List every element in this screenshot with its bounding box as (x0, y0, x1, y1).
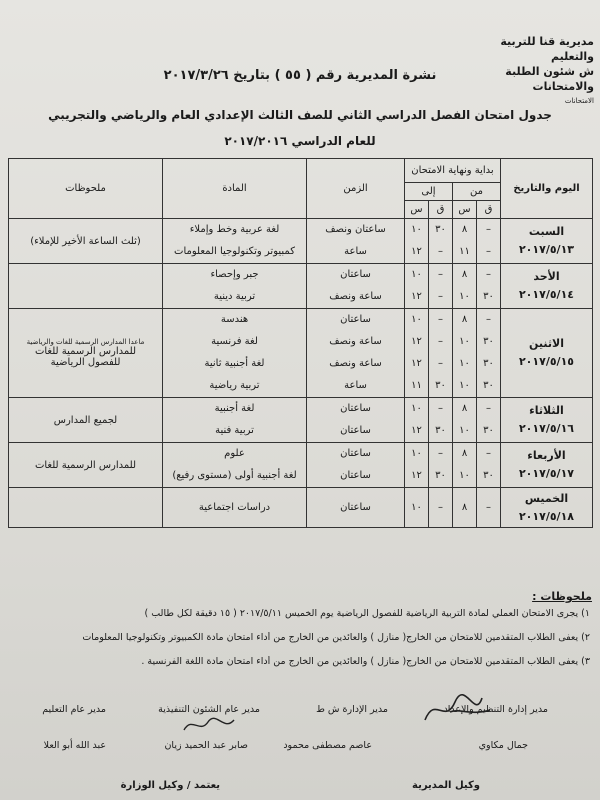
from-hours-value: ١٠ (459, 358, 470, 369)
duration-value: ساعتان (340, 501, 371, 513)
to-hours-value: ١٢ (411, 246, 422, 257)
to-hours-cell (405, 443, 429, 488)
signature-scribble-icon (180, 712, 240, 738)
table-row (9, 219, 593, 264)
to-minutes-value: – (438, 291, 443, 302)
signature-title: مدير عام الشئون التنفيذية (158, 704, 260, 715)
to-hours-value: ١٢ (411, 336, 422, 347)
duration-cell (307, 219, 405, 264)
duration-value: ساعتان ونصف (325, 224, 386, 235)
to-minutes-cell (429, 443, 453, 488)
remarks-cell (9, 219, 163, 264)
signature-name: صابر عبد الحميد زيان (164, 740, 248, 751)
from-hours-value: ١١ (459, 246, 470, 257)
day-date-cell (501, 264, 593, 309)
org-line-2: ش شئون الطلبة والامتحانات (505, 65, 594, 93)
note-item: ٣) يعفى الطلاب المتقدمين للامتحان من الخارج( منازل ) والعائدين من الخارج من أداء امتحان مادة اللغة الفرنسية . (141, 656, 590, 667)
from-minutes-value: ٣٠ (483, 358, 494, 369)
from-hours-cell (453, 219, 477, 264)
to-hours-cell (405, 219, 429, 264)
signature-scribble-icon (420, 690, 500, 730)
subject-cell (163, 309, 307, 398)
header-start-end: بداية ونهاية الامتحان (405, 159, 501, 183)
remark-text: لجميع المدارس (53, 414, 118, 426)
from-hours-cell (453, 488, 477, 528)
from-hours-value: ٨ (461, 269, 468, 280)
to-minutes-value: – (438, 358, 443, 369)
remarks-cell (9, 264, 163, 309)
exam-date: ٢٠١٧/٥/١٣ (518, 243, 575, 256)
from-minutes-value: – (486, 314, 491, 325)
duration-value: ساعتان (340, 314, 371, 325)
to-minutes-value: – (438, 314, 443, 325)
header-remarks: ملحوظات (9, 159, 163, 219)
from-minutes-value: ٣٠ (483, 336, 494, 347)
from-minutes-cell (477, 309, 501, 398)
signature-name: جمال مكاوي (478, 740, 528, 751)
duration-value: ساعة ونصف (329, 291, 382, 302)
subject-cell (163, 398, 307, 443)
to-hours-cell (405, 309, 429, 398)
duration-cell (307, 398, 405, 443)
header-to-hours: س (405, 201, 429, 219)
org-line-1: مديرية قنا للتربية والتعليم (500, 35, 594, 63)
to-minutes-cell (429, 219, 453, 264)
from-hours-value: ١٠ (459, 470, 470, 481)
table-row (9, 443, 593, 488)
table-row (9, 309, 593, 398)
to-minutes-cell (429, 264, 453, 309)
subject-value: لغة أجنبية ثانية (204, 358, 265, 369)
day-date-cell (501, 398, 593, 443)
subject-value: تربية دينية (213, 291, 256, 302)
org-small-line: الامتحانات (564, 97, 594, 105)
to-minutes-value: ٣٠ (435, 380, 446, 391)
header-subject: المادة (163, 159, 307, 219)
exam-schedule-table (8, 158, 593, 528)
bulletin-title: نشرة المديرية رقم ( ٥٥ ) بتاريخ ٢٠١٧/٣/٢٦ (163, 68, 437, 83)
to-minutes-value: – (438, 336, 443, 347)
duration-value: ساعتان (340, 403, 371, 414)
subject-value: دراسات اجتماعية (198, 501, 271, 513)
duration-value: ساعة ونصف (329, 358, 382, 369)
from-hours-value: ١٠ (459, 291, 470, 302)
note-item: ٢) يعفى الطلاب المتقدمين للامتحان من الخارج( منازل ) والعائدين من الخارج من أداء امتحان مادة الكمبيوتر وتكنولوجيا المعلومات (82, 632, 590, 643)
duration-value: ساعة (344, 246, 367, 257)
footer-approval-right: وكيل المديرية (412, 780, 480, 791)
to-minutes-value: – (438, 246, 443, 257)
to-hours-value: ١٢ (411, 470, 422, 481)
to-hours-value: ١٢ (411, 425, 422, 436)
duration-cell (307, 264, 405, 309)
to-minutes-cell (429, 398, 453, 443)
from-minutes-value: – (486, 246, 491, 257)
subject-value: تربية فنية (215, 425, 254, 436)
from-hours-value: ١٠ (459, 425, 470, 436)
from-hours-value: ٨ (461, 501, 468, 513)
remark-text: للمدارس الرسمية للغات (34, 459, 137, 471)
to-hours-value: ١٠ (411, 224, 422, 235)
from-minutes-value: – (486, 501, 491, 513)
day-name: الأربعاء (527, 449, 566, 462)
subject-cell (163, 264, 307, 309)
signature-title: مدير إدارة التنظيم والإعداد (443, 704, 548, 715)
subject-value: لغة عربية وخط وإملاء (189, 224, 280, 235)
day-name: الاثنين (529, 337, 564, 350)
exam-date: ٢٠١٧/٥/١٧ (518, 467, 575, 480)
to-hours-value: ١٠ (411, 269, 422, 280)
from-hours-value: ١٠ (459, 336, 470, 347)
header-day-date: اليوم والتاريخ (501, 159, 593, 219)
to-hours-cell (405, 488, 429, 528)
subject-cell (163, 219, 307, 264)
header-to-minutes: ق (429, 201, 453, 219)
subject-cell (163, 488, 307, 528)
duration-value: ساعتان (340, 470, 371, 481)
day-date-cell (501, 443, 593, 488)
subject-value: لغة أجنبية أولى (مستوى رفيع) (172, 470, 297, 481)
from-hours-cell (453, 398, 477, 443)
to-hours-value: ١٠ (411, 314, 422, 325)
remark-text-2: للفصول الرياضية (50, 357, 121, 368)
subject-value: كمبيوتر وتكنولوجيا المعلومات (174, 246, 295, 257)
signature-name: عبد الله أبو العلا (43, 740, 106, 751)
to-hours-cell (405, 264, 429, 309)
to-hours-value: ١١ (411, 380, 422, 391)
to-minutes-cell (429, 488, 453, 528)
signature-title: مدير الإدارة ش ط (316, 704, 388, 715)
from-hours-cell (453, 264, 477, 309)
to-minutes-value: – (438, 448, 443, 459)
subject-value: لغة فرنسية (211, 336, 258, 347)
to-hours-value: ١٢ (411, 291, 422, 302)
exam-date: ٢٠١٧/٥/١٥ (518, 355, 575, 368)
from-minutes-value: ٣٠ (483, 470, 494, 481)
day-name: الخميس (524, 491, 569, 505)
subject-value: لغة أجنبية (214, 403, 255, 414)
subject-cell (163, 443, 307, 488)
from-minutes-cell (477, 219, 501, 264)
header-duration: الزمن (307, 159, 405, 219)
remark-text: للمدارس الرسمية للغات (34, 346, 137, 357)
to-minutes-value: – (438, 269, 443, 280)
from-minutes-cell (477, 264, 501, 309)
remarks-cell (9, 309, 163, 398)
day-name: الأحد (533, 270, 560, 283)
subject-value: تربية رياضية (209, 380, 260, 391)
remark-text: (ثلث الساعة الأخير للإملاء) (30, 235, 141, 247)
duration-value: ساعتان (340, 425, 371, 436)
duration-cell (307, 488, 405, 528)
from-minutes-value: ٣٠ (483, 380, 494, 391)
remarks-cell (9, 398, 163, 443)
table-row (9, 264, 593, 309)
from-minutes-cell (477, 398, 501, 443)
from-hours-cell (453, 443, 477, 488)
from-hours-value: ١٠ (459, 380, 470, 391)
duration-value: ساعة (344, 380, 367, 391)
exam-date: ٢٠١٧/٥/١٤ (518, 288, 575, 301)
to-minutes-cell (429, 309, 453, 398)
from-hours-value: ٨ (461, 314, 468, 325)
from-hours-value: ٨ (461, 224, 468, 235)
signature-name: عاصم مصطفى محمود (283, 740, 372, 751)
remark-small: ماعدا المدارس الرسمية للغات والرياضية (26, 338, 145, 346)
day-date-cell (501, 309, 593, 398)
day-name: السبت (528, 225, 565, 238)
to-hours-value: ١٠ (411, 448, 422, 459)
day-name: الثلاثاء (529, 404, 564, 417)
to-hours-value: ١٠ (411, 403, 422, 414)
duration-value: ساعتان (340, 448, 371, 459)
notes-title: ملحوظات : (532, 590, 592, 603)
header-from: من (453, 183, 501, 201)
from-minutes-cell (477, 488, 501, 528)
remarks-cell (9, 488, 163, 528)
subject-value: جبر وإحصاء (210, 269, 259, 280)
table-row (9, 488, 593, 528)
to-hours-value: ١٢ (411, 358, 422, 369)
header-from-hours: س (453, 201, 477, 219)
to-minutes-value: – (438, 403, 443, 414)
day-date-cell (501, 488, 593, 528)
subject-value: علوم (224, 448, 245, 459)
from-minutes-value: ٣٠ (483, 291, 494, 302)
day-date-cell (501, 219, 593, 264)
to-minutes-value: ٣٠ (435, 224, 446, 235)
from-hours-value: ٨ (461, 448, 468, 459)
remarks-cell (9, 443, 163, 488)
to-hours-cell (405, 398, 429, 443)
exam-date: ٢٠١٧/٥/١٦ (518, 422, 575, 435)
to-minutes-value: ٣٠ (435, 425, 446, 436)
from-hours-value: ٨ (461, 403, 468, 414)
from-minutes-value: ٣٠ (483, 425, 494, 436)
signature-title: مدير عام التعليم (42, 704, 106, 715)
from-minutes-value: – (486, 224, 491, 235)
from-hours-cell (453, 309, 477, 398)
duration-cell (307, 443, 405, 488)
footer-approval-left: يعتمد / وكيل الوزارة (120, 780, 220, 791)
from-minutes-value: – (486, 269, 491, 280)
from-minutes-value: – (486, 448, 491, 459)
header-to: إلى (405, 183, 453, 201)
duration-cell (307, 309, 405, 398)
exam-date: ٢٠١٧/٥/١٨ (518, 509, 575, 523)
to-hours-value: ١٠ (411, 501, 422, 513)
note-item: ١) يجرى الامتحان العملي لمادة التربية الرياضية للفصول الرياضية يوم الخميس ٢٠١٧/٥/١١ ( ١٥ دقيقة لكل طالب ) (144, 608, 590, 619)
duration-value: ساعة ونصف (329, 336, 382, 347)
academic-year: للعام الدراسي ٢٠١٧/٢٠١٦ (224, 134, 376, 148)
to-minutes-value: – (438, 501, 443, 513)
duration-value: ساعتان (340, 269, 371, 280)
from-minutes-value: – (486, 403, 491, 414)
to-minutes-value: ٣٠ (435, 470, 446, 481)
table-row (9, 398, 593, 443)
schedule-subtitle: جدول امتحان الفصل الدراسي الثاني للصف الثالث الإعدادي العام والرياضي والتجريبي (48, 108, 552, 122)
subject-value: هندسة (220, 314, 249, 325)
from-minutes-cell (477, 443, 501, 488)
header-from-minutes: ق (477, 201, 501, 219)
